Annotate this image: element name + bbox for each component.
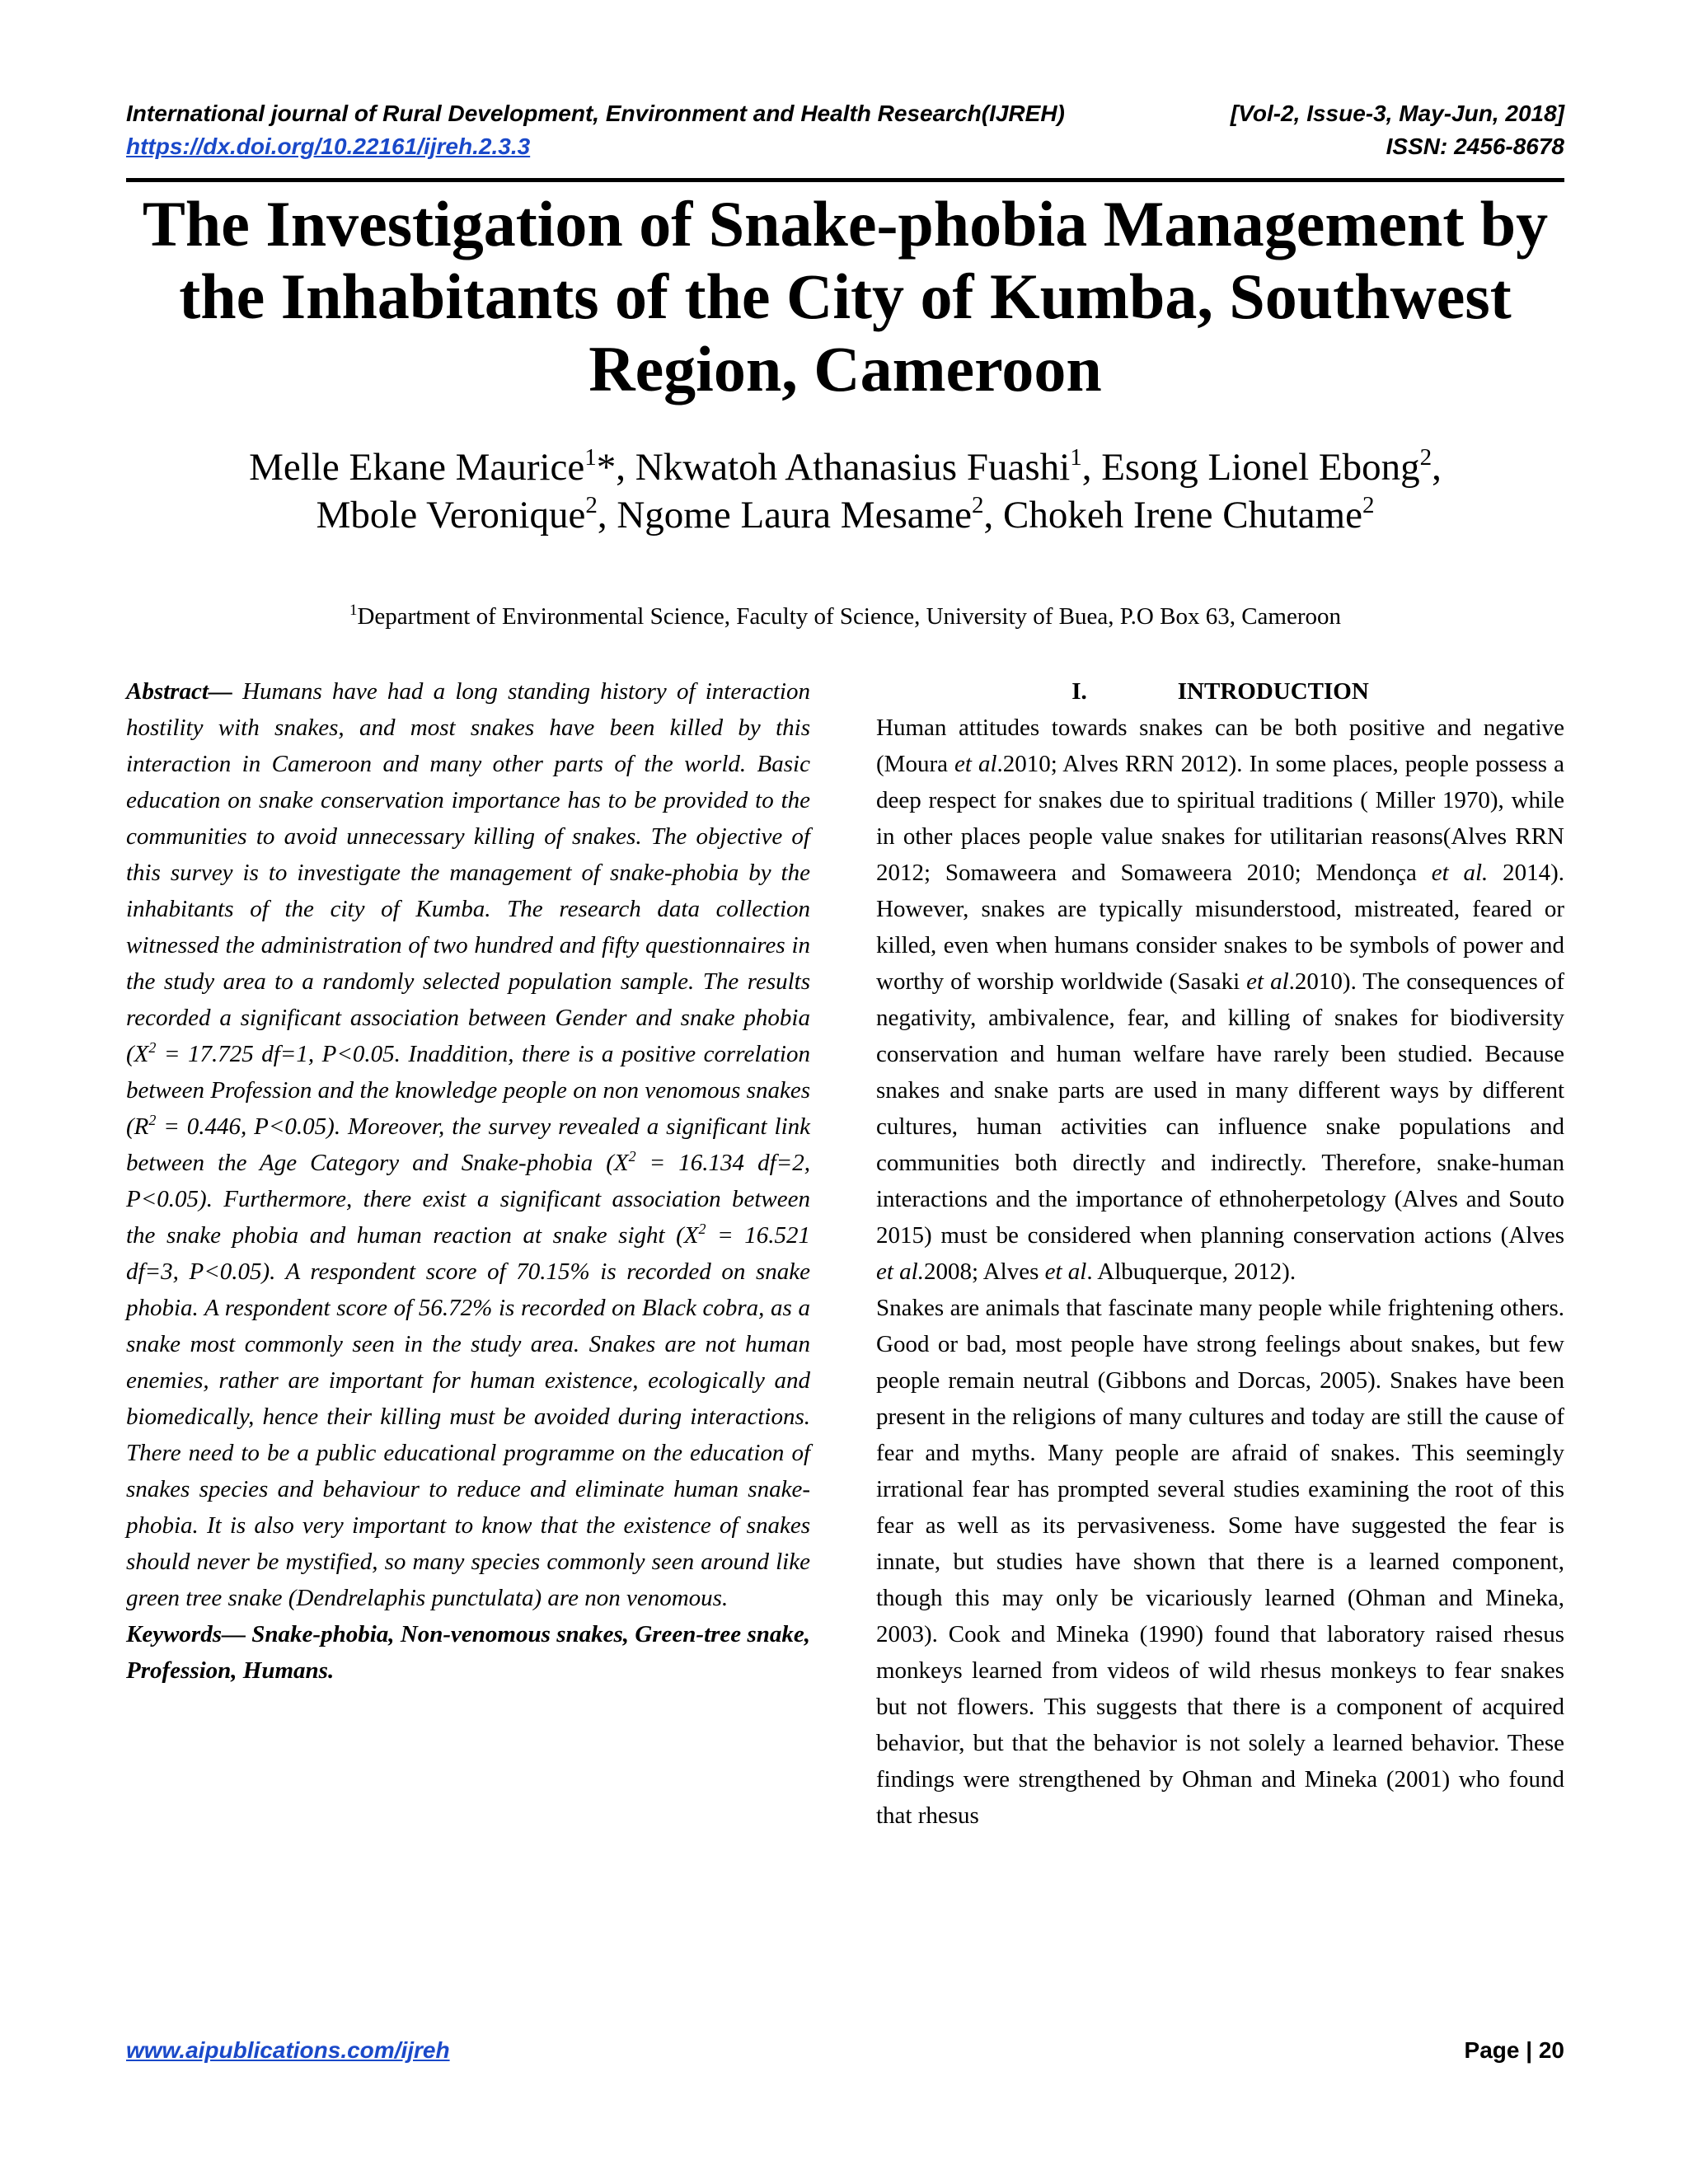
author-name: Melle Ekane Maurice [249, 446, 585, 489]
abstract-text: = 17.725 df=1, P<0.05. Inaddition, there is a positive correlation between Profession and the knowledge people on non venomous snakes (R [126, 1041, 810, 1140]
body-text: 2008; Alves [924, 1258, 1045, 1285]
section-heading-introduction [876, 673, 1564, 710]
author-affiliation-mark: 1 [1070, 444, 1082, 471]
body-text: .2010). The consequences of negativity, ambivalence, fear, and killing of snakes for biodiversity conservation and human welfare have rarely been studied. Because snakes and snake parts are used in many different ways by different cultures, human activities can influence snake populations and communities both directly and indirectly. Therefore, snake-human interactions and the importance of ethnoherpetology (Alves and Souto 2015) must be considered when planning conservation actions (Alves [876, 968, 1564, 1249]
author-list [126, 443, 1564, 539]
introduction-paragraph-2: Snakes are animals that fascinate many people while frightening others. Good or bad, most people have strong feelings about snakes, but few people remain neutral (Gibbons and Dorcas, 2005). Snakes have been present in the religions of many cultures and today are still the cause of fear and myths. Many people are afraid of snakes. This seemingly irrational fear has prompted several studies examining the root of this fear as well as its pervasiveness. Some have suggested the fear is innate, but studies have shown that there is a learned component, though this may only be vicariously learned (Ohman and Mineka, 2003). Cook and Mineka (1990) found that laboratory raised rhesus monkeys learned from videos of wild rhesus monkeys to fear snakes but not flowers. This suggests that there is a component of acquired behavior, but that the behavior is not solely a learned behavior. These findings were strengthened by Ohman and Mineka (2001) who found that rhesus [876, 1295, 1564, 1829]
issn: ISSN: 2456-8678 [1386, 134, 1564, 159]
italic-text: et al [1044, 1258, 1087, 1285]
section-title: INTRODUCTION [1177, 678, 1369, 705]
author-separator: , [983, 494, 1004, 537]
author-name: Esong Lionel Ebong [1101, 446, 1420, 489]
journal-header [126, 97, 1564, 163]
author-separator: , [1432, 446, 1442, 489]
author-name: Nkwatoh Athanasius Fuashi [635, 446, 1071, 489]
abstract-text: Humans have had a long standing history of interaction hostility with snakes, and most snakes have been killed by this interaction in Cameroon and many other parts of the world. Basic education on snake conservation importance has to be provided to the communities to avoid unnecessary killing of snakes. The objective of this survey is to investigate the management of snake-phobia by the inhabitants of the city of Kumba. The research data collection witnessed the administration of two hundred and fifty questionnaires in the study area to a randomly selected population sample. The results recorded a significant association between Gender and snake phobia (X [126, 678, 810, 1067]
right-column [876, 673, 1564, 1834]
volume-issue: [Vol-2, Issue-3, May-Jun, 2018] [1230, 101, 1564, 126]
body-text: 2014). However, snakes are typically misunderstood, mistreated, feared or killed, even when humans consider snakes to be symbols of power and worthy of worship worldwide (Sasaki [876, 860, 1564, 995]
abstract [126, 673, 810, 1616]
italic-text: et al [1246, 968, 1289, 995]
affiliation-text: Department of Environmental Science, Faculty of Science, University of Buea, P.O Box 63, Cameroon [357, 603, 1342, 630]
affiliation [126, 600, 1564, 633]
author-separator: , [597, 494, 617, 537]
keywords [126, 1616, 810, 1689]
abstract-text: = 16.134 df=2, P<0.05). Furthermore, there exist a significant association between the snake phobia and human reaction at snake sight (X [126, 1150, 810, 1249]
superscript: 2 [148, 1112, 157, 1128]
author-separator: , [1081, 446, 1102, 489]
author-affiliation-mark: 2 [585, 492, 598, 518]
author-name: Ngome Laura Mesame [617, 494, 973, 537]
italic-text: et al. [876, 1258, 924, 1285]
abstract-text: = 16.521 df=3, P<0.05). A respondent score of 70.15% is recorded on snake phobia. A respondent score of 56.72% is recorded on Black cobra, as a snake most commonly seen in the study area. Snakes are not human enemies, rather are important for human existence, ecologically and biomedically, hence their killing must be avoided during interactions. There need to be a public educational programme on the education of snakes species and behaviour to reduce and eliminate human snake-phobia. It is also very important to know that the existence of snakes should never be mystified, so many species commonly seen around like green tree snake (Dendrelaphis punctulata) are non venomous. [126, 1222, 810, 1611]
body-text: .2010; Alves RRN 2012). In some places, people possess a deep respect for snakes due to spiritual traditions ( Miller 1970), while in other places people value snakes for utilitarian reasons(Alves RRN 2012; Somaweera and Somaweera 2010; Mendonça [876, 751, 1564, 886]
italic-text: et al [954, 751, 997, 777]
left-column [126, 673, 810, 1689]
doi-link[interactable]: https://dx.doi.org/10.22161/ijreh.2.3.3 [126, 134, 531, 159]
paper-title: The Investigation of Snake-phobia Management by the Inhabitants of the City of Kumba, Southwest Region, Cameroon [142, 188, 1549, 405]
section-number: I. [1071, 678, 1087, 705]
introduction-paragraph-1 [876, 710, 1564, 1290]
superscript: 2 [148, 1039, 157, 1056]
italic-text: et al. [1431, 860, 1489, 886]
body-text: . Albuquerque, 2012). [1086, 1258, 1296, 1285]
author-affiliation-mark: 2 [972, 492, 984, 518]
author-affiliation-mark: 1 [584, 444, 597, 471]
page-footer [126, 2034, 1564, 2067]
header-divider [126, 178, 1564, 182]
superscript: 2 [628, 1148, 636, 1165]
author-separator: *, [596, 446, 635, 489]
author-affiliation-mark: 2 [1419, 444, 1432, 471]
author-affiliation-mark: 2 [1362, 492, 1375, 518]
page-number: Page | 20 [1464, 2037, 1564, 2063]
publisher-link[interactable]: www.aipublications.com/ijreh [126, 2037, 450, 2063]
abstract-label: Abstract— [126, 678, 232, 705]
superscript: 2 [698, 1221, 706, 1237]
journal-name: International journal of Rural Development, Environment and Health Research(IJREH) [126, 101, 1065, 126]
keywords-label: Keywords— [126, 1621, 246, 1647]
author-name: Chokeh Irene Chutame [1003, 494, 1362, 537]
author-name: Mbole Veronique [316, 494, 586, 537]
abstract-text: = 0.446, P<0.05). Moreover, the survey revealed a significant link between the Age Category and Snake-phobia (X [126, 1113, 810, 1176]
affiliation-mark: 1 [349, 602, 358, 619]
body-text: Human attitudes towards snakes can be both positive and negative (Moura [876, 715, 1564, 777]
keywords-text: Snake-phobia, Non-venomous snakes, Green-tree snake, Profession, Humans. [126, 1621, 810, 1684]
